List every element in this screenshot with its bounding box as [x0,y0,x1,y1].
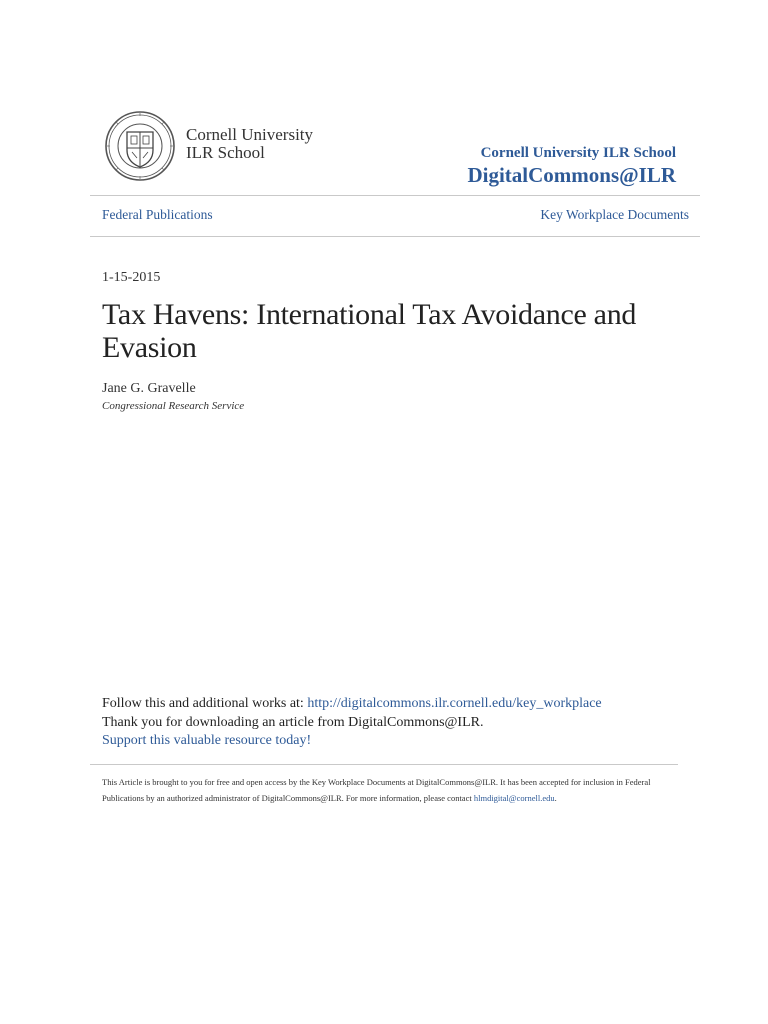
nav-divider [90,236,700,237]
school-name-link[interactable]: Cornell University ILR School [480,145,676,161]
logo-line-school: ILR School [186,143,265,162]
article-title: Tax Havens: International Tax Avoidance and Evasion [102,298,637,364]
logo-line-university: Cornell University [186,125,314,144]
follow-line [102,695,602,714]
follow-block [102,695,602,751]
cornell-seal-icon [104,110,176,182]
collection-link[interactable]: Federal Publications [102,207,213,222]
logo-wordmark [186,126,313,162]
support-link[interactable]: Support this valuable resource today! [102,733,312,748]
fine-print-text: This Article is brought to you for free and open access by the Key Workplace Documents at DigitalCommons@ILR. It has been accepted for inclusion in Federal Publications by an authorized administrator of DigitalCommons@ILR. For more information, please contact [102,777,651,803]
header-divider [90,195,700,196]
site-name-link[interactable]: DigitalCommons@ILR [467,163,676,187]
parent-collection-link[interactable]: Key Workplace Documents [540,207,689,222]
publication-date: 1-15-2015 [102,270,161,285]
fine-print [102,774,672,806]
repository-header [467,144,676,187]
cornell-ilr-logo[interactable] [104,110,324,182]
thanks-line: Thank you for downloading an article from DigitalCommons@ILR. [102,714,484,730]
author-name: Jane G. Gravelle [102,381,196,396]
collection-url-link[interactable]: http://digitalcommons.ilr.cornell.edu/key_workplace [307,696,602,711]
author-affiliation: Congressional Research Service [102,400,245,412]
fine-print-suffix: . [554,793,557,803]
contact-email-link[interactable]: hlmdigital@cornell.edu [473,793,555,803]
footer-divider [90,764,678,765]
follow-prefix: Follow this and additional works at: [102,696,308,711]
